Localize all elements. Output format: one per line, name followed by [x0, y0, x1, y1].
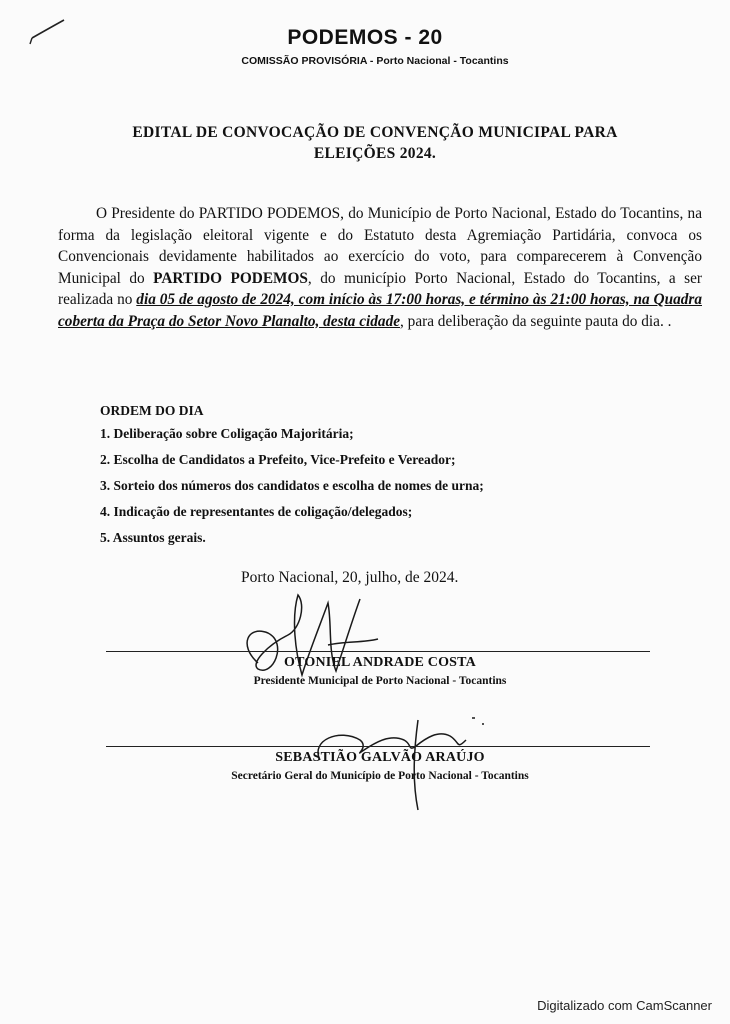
agenda-item: 4. Indicação de representantes de coligação/delegados;	[100, 504, 413, 519]
agenda-item: 5. Assuntos gerais.	[100, 530, 206, 545]
convocation-paragraph	[58, 203, 702, 332]
paragraph-part-2: , do município Porto Nacional, Estado do Tocantins, a ser realizada no	[58, 269, 702, 308]
agenda-item: 1. Deliberação sobre Coligação Majoritária;	[100, 426, 354, 441]
secretary-name: SEBASTIÃO GALVÃO ARAÚJO	[275, 750, 485, 765]
event-details: dia 05 de agosto de 2024, com início às 17:00 horas, e término às 21:00 horas, na Quadra coberta da Praça do Setor Novo Planalto, desta cidade	[58, 291, 702, 330]
paragraph-part-3: , para deliberação da seguinte pauta do dia. .	[400, 312, 672, 330]
edital-title-line-1: EDITAL DE CONVOCAÇÃO DE CONVENÇÃO MUNICIPAL PARA	[132, 124, 618, 141]
party-title: PODEMOS - 20	[287, 26, 443, 49]
scanner-watermark: Digitalizado com CamScanner	[537, 998, 712, 1013]
edital-title-line-2: ELEIÇÕES 2024.	[313, 145, 437, 162]
agenda-item: 3. Sorteio dos números dos candidatos e escolha de nomes de urna;	[100, 478, 484, 493]
commission-subtitle: COMISSÃO PROVISÓRIA - Porto Nacional - Tocantins	[241, 55, 509, 67]
president-name: OTONIEL ANDRADE COSTA	[284, 655, 476, 670]
signature-line-president	[106, 651, 650, 652]
agenda	[100, 403, 484, 553]
signature-line-secretary	[106, 746, 650, 747]
edital-title	[60, 122, 690, 164]
agenda-title: ORDEM DO DIA	[100, 403, 204, 418]
paragraph-part-1: O Presidente do PARTIDO PODEMOS, do Município de Porto Nacional, Estado do Tocantins, na forma da legislação eleitoral vigente e do Estatuto desta Agremiação Partidária, convoca os Convencionais devidamente habilitados ao exercício do voto, para comparecerem à Convenção Municipal do	[58, 205, 702, 287]
party-name-bold: PARTIDO PODEMOS	[153, 269, 308, 287]
agenda-item: 2. Escolha de Candidatos a Prefeito, Vice-Prefeito e Vereador;	[100, 452, 456, 467]
president-role: Presidente Municipal de Porto Nacional - Tocantins	[253, 675, 507, 687]
secretary-role: Secretário Geral do Município de Porto Nacional - Tocantins	[231, 770, 529, 782]
place-date: Porto Nacional, 20, julho, de 2024.	[241, 569, 459, 586]
